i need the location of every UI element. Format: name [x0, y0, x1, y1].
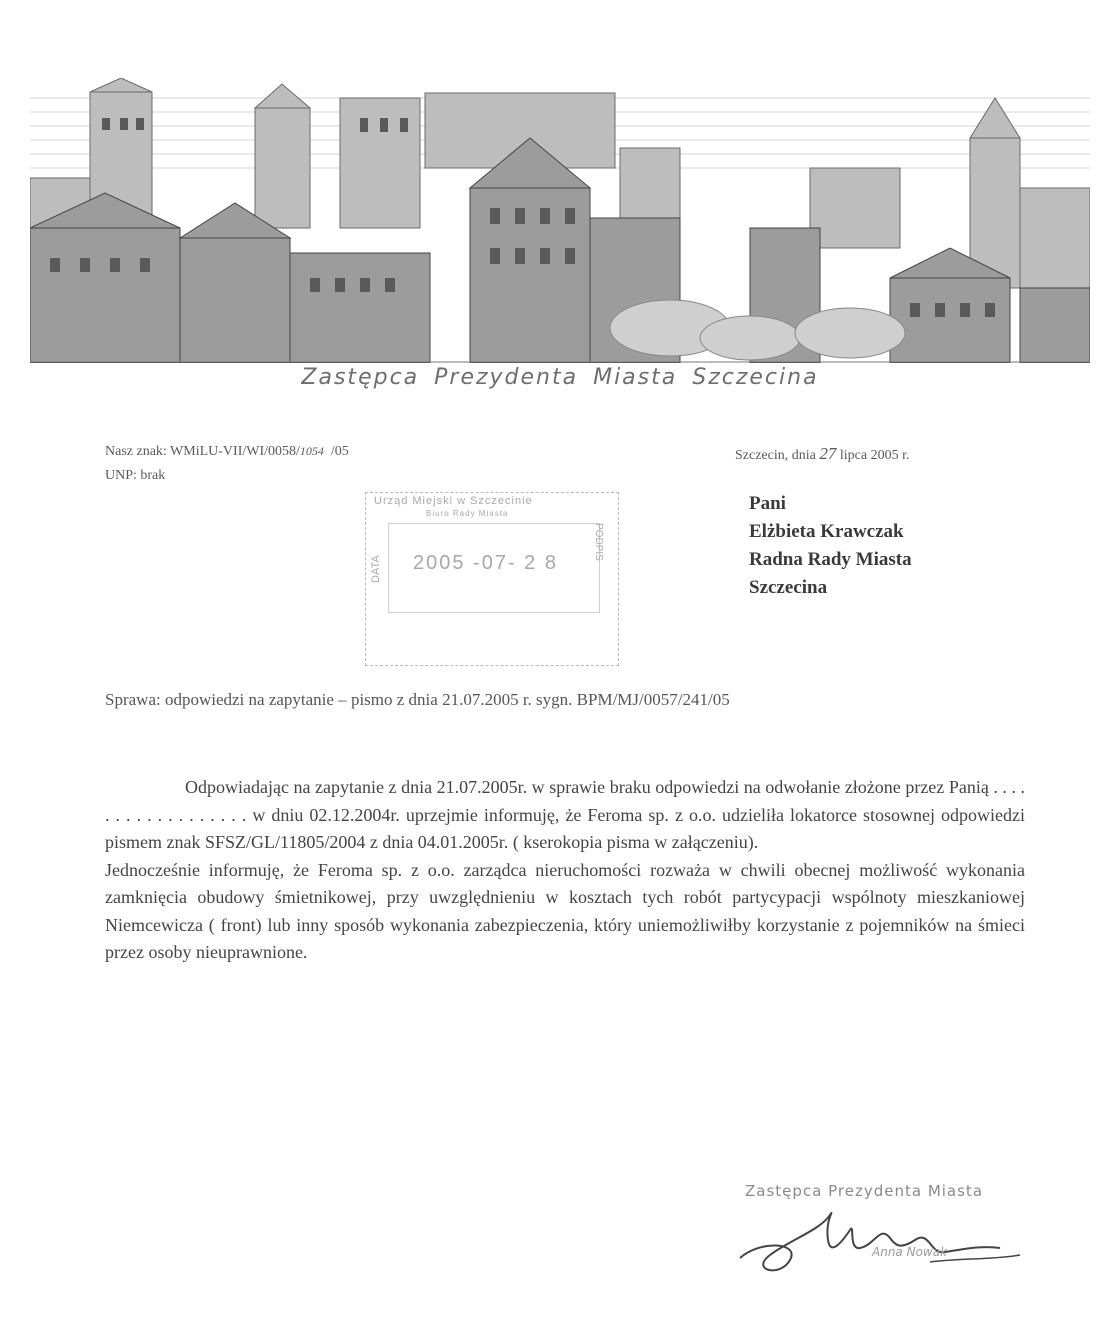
dateline-prefix: Szczecin, dnia [735, 448, 816, 463]
reference-label: Nasz znak: WMiLU-VII/WI/0058/ [105, 444, 300, 459]
body-paragraph-2: Jednocześnie informuję, że Feroma sp. z o.o. zarządca nieruchomości rozważa w chwili obecnej możliwość wykonania zamknięcia obudowy śmietnikowej, przy uwzględnieniu w kosztach tych robót partycypacji wspólnoty mieszkaniowej Niemcewicza ( front) lub inny sposób wykonania zabezpieczenia, który uniemożliwiłby korzystanie z pojemników na śmieci przez osoby nieuprawnione. [105, 859, 1025, 962]
letter-body [105, 774, 1025, 967]
city-skyline-illustration [30, 78, 1090, 363]
body-paragraph-1: Odpowiadając na zapytanie z dnia 21.07.2005r. w sprawie braku odpowiedzi na odwołanie złożone przez Panią . . . . . . . . . . . . . . . . . . w dniu 02.12.2004r. uprzejmie informuję, że Feroma sp. z o.o. udzieliła lokatorce stosownej odpowiedzi pismem znak SFSZ/GL/11805/2004 z dnia 04.01.2005r. ( kserokopia pisma w załączeniu). [105, 777, 1025, 852]
stamp-date-box [388, 523, 600, 613]
stamp-office: Urząd Miejski w Szczecinie [374, 495, 533, 507]
dateline-suffix: lipca 2005 r. [839, 448, 910, 463]
recipient-city: Szczecina [749, 577, 828, 598]
reference-handwritten-number: 1054 [299, 444, 324, 458]
recipient-address [749, 490, 912, 602]
dateline [735, 444, 909, 464]
subject-line: Sprawa: odpowiedzi na zapytanie – pismo z dnia 21.07.2005 r. sygn. BPM/MJ/0057/241/05 [105, 690, 730, 709]
receipt-stamp [365, 492, 619, 666]
office-heading: Zastępca Prezydenta Miasta Szczecina [301, 365, 819, 390]
stamp-sub: Biuro Rady Miasta [426, 509, 509, 518]
dateline-day: 27 [819, 444, 837, 463]
recipient-role: Radna Rady Miasta [749, 549, 912, 570]
unp-label: UNP: brak [105, 468, 166, 483]
reference-suffix: /05 [330, 444, 349, 459]
signature-name: Anna Nowak [872, 1245, 948, 1259]
signature-title: Zastępca Prezydenta Miasta [745, 1182, 984, 1200]
handwritten-signature [730, 1200, 1030, 1280]
stamp-left-label: DATA [370, 555, 382, 583]
stamp-right-label: PODPIS [593, 523, 604, 561]
stamp-date: 2005 -07- 2 8 [413, 552, 558, 574]
recipient-salutation: Pani [749, 493, 786, 514]
reference-number [105, 444, 349, 460]
recipient-name: Elżbieta Krawczak [749, 521, 904, 542]
